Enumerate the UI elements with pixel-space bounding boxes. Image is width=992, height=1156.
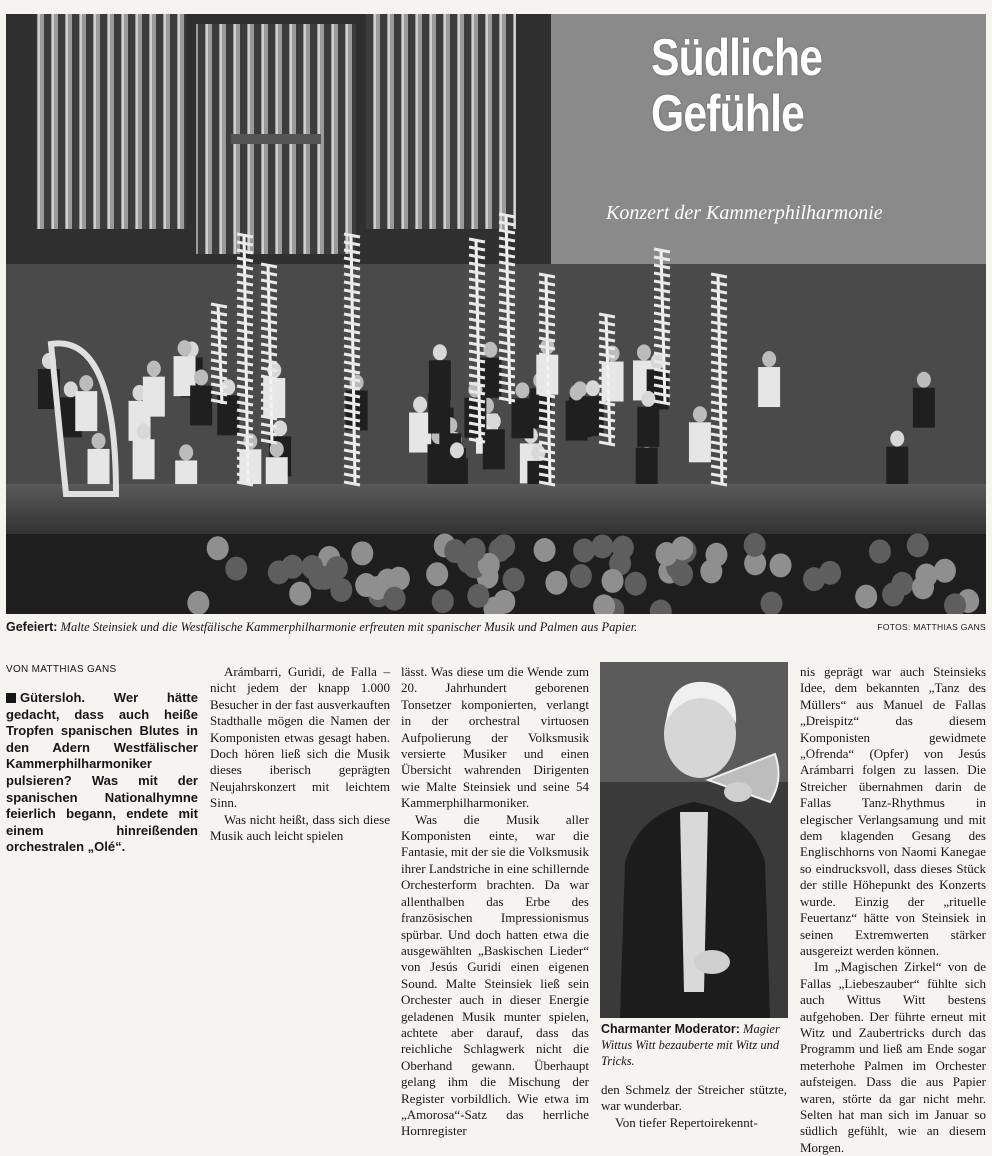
concert-photo-graphic xyxy=(6,14,986,614)
article-column-3-continued xyxy=(601,1082,787,1131)
magician-hand-lower xyxy=(694,950,730,974)
portrait-photo xyxy=(600,662,788,1018)
paragraph: Was nicht heißt, dass sich diese Musik auch leicht spielen xyxy=(210,811,390,844)
photo-caption-text: Malte Steinsiek und die Westfälische Kammerphilharmonie erfreuten mit spanischer Musik und Palmen aus Papier. xyxy=(60,620,638,634)
lede-text: Gütersloh. Wer hätte gedacht, dass auch heiße Tropfen spanischen Blutes in den Adern Westfälischer Kammerphilharmoniker pulsieren? Was mit der spanischen Nationalhymne feierlich begann, endete mit einem hinreißenden orchestralen „Olé“. xyxy=(6,690,198,855)
headline xyxy=(651,30,822,142)
headline-line1: Südliche xyxy=(651,29,823,87)
magician-hand xyxy=(724,782,752,802)
paragraph: lässt. Was diese um die Wende zum 20. Jahrhundert geborenen Tonsetzer komponierten, verlangt in der orchestral virtuosen Aufpolierung der Volksmusik versierte Musiker und einen Übersicht wahrenden Dirigenten wie Malte Steinsiek und seine 54 Kammerphilharmoniker. xyxy=(401,664,589,811)
bullet-square-icon xyxy=(6,693,16,703)
photo-credit: FOTOS: MATTHIAS GANS xyxy=(877,622,986,632)
byline: VON MATTHIAS GANS xyxy=(6,664,117,675)
portrait-caption-text: Magier Wittus Witt bezauberte mit Witz und Tricks. xyxy=(601,1022,780,1068)
paragraph: den Schmelz der Streicher stützte, war wunderbar. xyxy=(601,1082,787,1114)
portrait-caption-lead: Charmanter Moderator: xyxy=(601,1022,740,1036)
subtitle: Konzert der Kammerphilharmonie xyxy=(606,202,883,224)
headline-line2: Gefühle xyxy=(651,85,805,143)
magician-portrait-graphic xyxy=(600,662,788,1018)
paragraph: Was die Musik aller Komponisten einte, war die Fantasie, mit der sie die Volksmusik ihrer Landstriche in eine schillernde Orchesterform brachten. Da war allenthalben das Erbe des französischen Impressionismus spürbar. Und doch hatten etwa die ausgewählten „Baskischen Lieder“ von Jesús Guridi einen eigenen Sound. Malte Steinsiek ließ sein Orchester auch in dieser Energie geladenen Musik munter spielen, achtete aber darauf, dass das reichliche Schlagwerk nicht die Oberhand gewann. Überhaupt gelang ihm die Mischung der Register vorbildlich. Wie etwa im „Amorosa“-Satz das herrliche Hornregister xyxy=(401,811,590,1139)
paragraph: Arámbarri, Guridi, de Falla – nicht jedem der knapp 1.000 Besucher in der fast ausverkauften Stadthalle mögen die Namen der Komponisten etwas gesagt haben. Doch hören ließ sich die Musik dieses iberisch geprägten Neujahrskonzert mit leichtem Sinn. xyxy=(210,664,390,811)
photo-caption xyxy=(6,617,986,637)
article-column-3 xyxy=(401,664,589,1140)
paragraph: Im „Magischen Zirkel“ von de Fallas „Liebeszauber“ fühlte sich auch Wittus Witt bestens aufgehoben. Der führte erneut mit Witz und Zaubertricks durch das Programm und ließ am Ende sogar meterhohe Palmen im Orchester aufsteigen. Dass die aus Papier waren, störte da gar nicht mehr. Selten hat man sich im Januar so südlich gefühlt, wie an diesem Morgen. xyxy=(800,959,986,1155)
article-column-2 xyxy=(210,664,390,844)
photo-caption-lead: Gefeiert: xyxy=(6,620,58,634)
article-column-4 xyxy=(800,664,986,1156)
paragraph: nis geprägt war auch Steinsieks Idee, dem bekannten „Tanz des Müllers“ aus Manuel de Fallas „Dreispitz“ das diesem Komponisten gewidmete „Ofrenda“ (Opfer) von Jesús Arámbarri folgen zu lassen. Die Streicher übernahmen darin de Fallas Tanz-Rhythmus in elegischer Verlangsamung und mit dem klagenden Gesang des Englischhorns von Naomi Kanegae so eindrucksvoll, dass dieses Stück der stille Höhepunkt des Konzerts wurde. Einzig der „rituelle Feuertanz“ hätte von Steinsiek in seinen Extremwerten stärker ausgereizt werden können. xyxy=(800,664,986,958)
lede-paragraph xyxy=(6,690,198,856)
organ-pipes xyxy=(6,14,551,264)
concert-photo xyxy=(6,14,986,614)
portrait-caption xyxy=(601,1021,787,1069)
paragraph: Von tiefer Repertoirekennt- xyxy=(615,1114,758,1130)
